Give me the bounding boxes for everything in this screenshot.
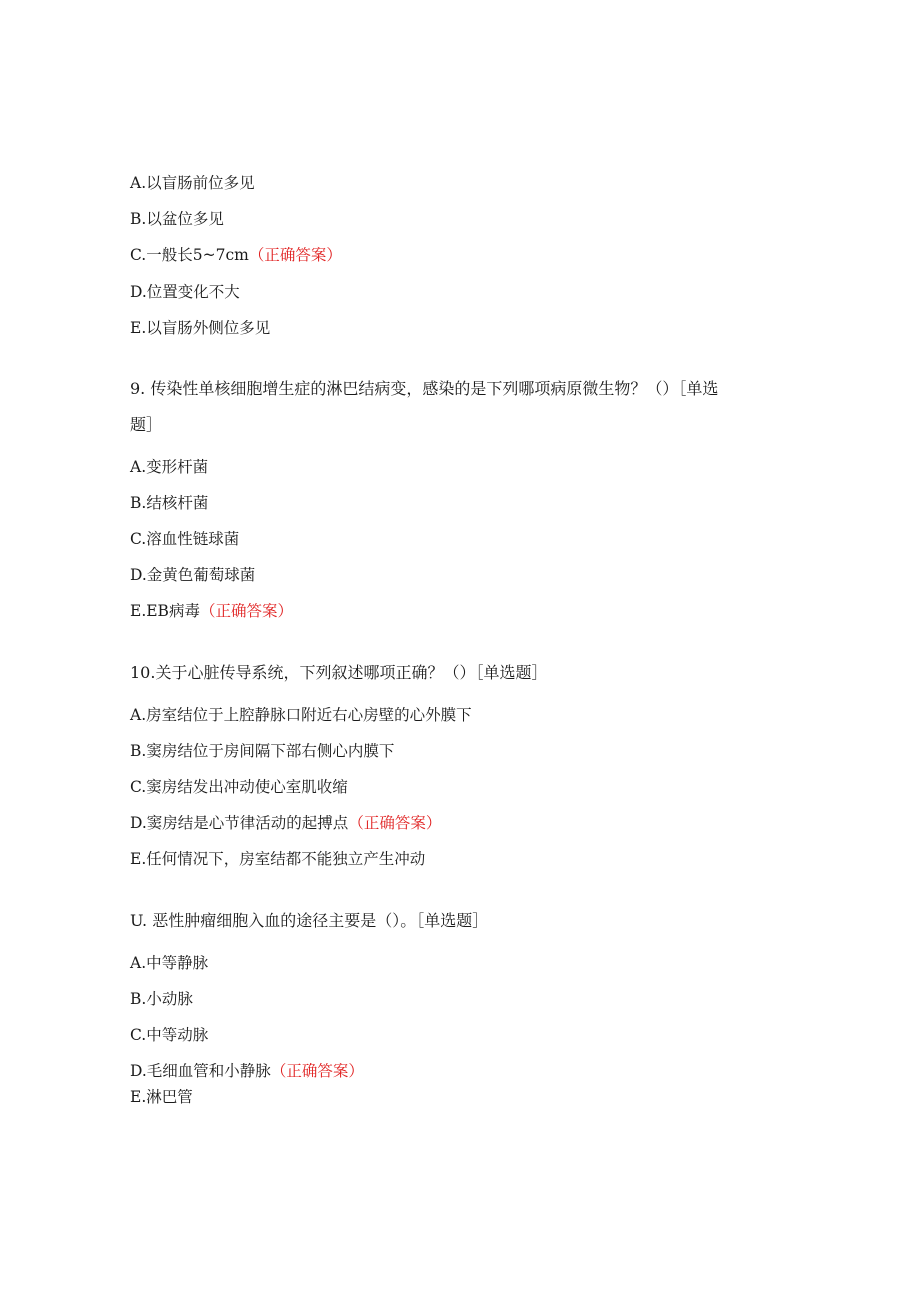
q9-option-c: C.溶血性链球菌 (130, 530, 240, 548)
q10-option-d: D.窦房结是心节律活动的起搏点（正确答案） (130, 814, 442, 832)
q8-option-a: A.以盲肠前位多见 (130, 174, 255, 192)
q10-question: 10.关于心脏传导系统，下列叙述哪项正确？（）［单选题］ (130, 663, 548, 682)
correct-answer-tag: （正确答案） (348, 814, 442, 832)
correct-answer-tag: （正确答案） (248, 246, 342, 264)
q10-option-c: C.窦房结发出冲动使心室肌收缩 (130, 778, 348, 796)
q10-option-a: A.房室结位于上腔静脉口附近右心房壁的心外膜下 (130, 706, 472, 724)
q10-option-b: B.窦房结位于房间隔下部右侧心内膜下 (130, 742, 395, 760)
q8-option-c: C.一般长5~7cm（正确答案） (130, 246, 342, 264)
q11-option-e: E.淋巴管 (130, 1088, 193, 1106)
q11-option-a: A.中等静脉 (130, 954, 209, 972)
q11-option-b: B.小动脉 (130, 990, 193, 1008)
q11-option-d: D.毛细血管和小静脉（正确答案） (130, 1062, 364, 1080)
q8-option-d: D.位置变化不大 (130, 283, 240, 301)
q10-option-e: E.任何情况下，房室结都不能独立产生冲动 (130, 850, 426, 868)
q9-option-b: B.结核杆菌 (130, 494, 209, 512)
q9-question-line1: 9. 传染性单核细胞增生症的淋巴结病变，感染的是下列哪项病原微生物？（）［单选 (130, 379, 719, 398)
q9-option-d: D.金黄色葡萄球菌 (130, 566, 256, 584)
q8-option-b: B.以盆位多见 (130, 210, 224, 228)
correct-answer-tag: （正确答案） (199, 602, 293, 620)
q8-option-e: E.以盲肠外侧位多见 (130, 319, 271, 337)
q9-question-line2: 题］ (130, 415, 163, 434)
correct-answer-tag: （正确答案） (270, 1062, 364, 1080)
q11-question: U. 恶性肿瘤细胞入血的途径主要是（）。［单选题］ (130, 911, 489, 930)
q11-option-c: C.中等动脉 (130, 1026, 209, 1044)
q9-option-e: E.EB病毒（正确答案） (130, 602, 293, 620)
q9-option-a: A.变形杆菌 (130, 458, 209, 476)
